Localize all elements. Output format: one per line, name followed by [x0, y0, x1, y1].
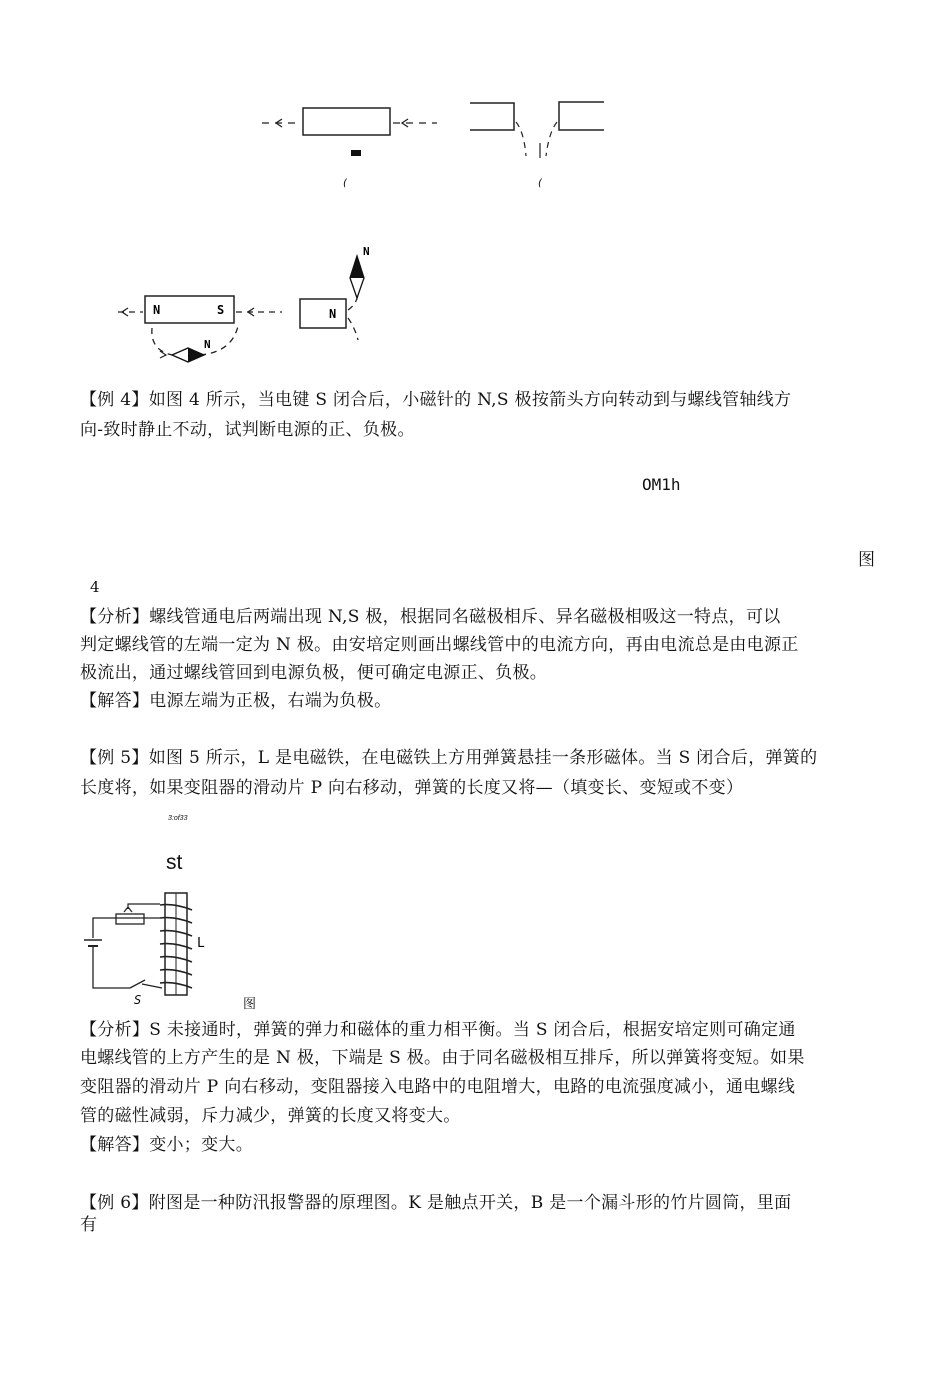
- wire-bottom: [93, 946, 162, 988]
- example4-question-line1: 【例 4】如图 4 所示，当电键 S 闭合后，小磁针的 N,S 极按箭头方向转动到与螺线管轴线方: [80, 390, 792, 410]
- example5-answer: 【解答】变小；变大。: [80, 1135, 253, 1155]
- stray-label: OM1h: [642, 475, 681, 494]
- example5-analysis-line3: 变阻器的滑动片 P 向右移动，变阻器接入电路中的电阻增大，电路的电流强度减小，通电螺线: [80, 1077, 796, 1097]
- figure5-st-label: st: [166, 851, 183, 874]
- figure4-number: 4: [90, 578, 100, 596]
- example5-analysis-line4: 管的磁性减弱，斥力减少，弹簧的长度又将变大。: [80, 1106, 461, 1126]
- label-L: L: [197, 936, 205, 951]
- example4-answer: 【解答】电源左端为正极，右端为负极。: [80, 691, 392, 711]
- wire-top: [93, 918, 160, 938]
- figure5-label: 图: [243, 997, 257, 1012]
- example5-analysis-line1: 【分析】S 未接通时，弹簧的弹力和磁体的重力相平衡。当 S 闭合后，根据安培定则可确定通: [80, 1020, 796, 1040]
- rheostat-slider: [124, 904, 160, 912]
- magnet-n-label: N: [153, 303, 161, 317]
- example5-analysis-line2: 电螺线管的上方产生的是 N 极，下端是 S 极。由于同名磁极相互排斥，所以弹簧将变短。如果: [80, 1048, 805, 1068]
- paren-left: (: [342, 178, 349, 189]
- needle-top-n-label: N: [363, 245, 370, 258]
- magnet-s-label: S: [217, 303, 225, 317]
- needle-bottom-n-label: N: [204, 338, 211, 351]
- example4-analysis-line3: 极流出，通过螺线管回到电源负极，便可确定电源正、负极。: [80, 663, 548, 683]
- example6-question-line1: 【例 6】附图是一种防汛报警器的原理图。K 是触点开关，B 是一个漏斗形的竹片圆筒，里面: [80, 1193, 792, 1213]
- example6-question-line2: 有: [80, 1215, 98, 1235]
- right-magnet-n-label: N: [329, 307, 337, 321]
- rheostat: [116, 914, 144, 924]
- figure4-label: 图: [858, 550, 875, 570]
- example4-analysis-line2: 判定螺线管的左端一定为 N 极。由安培定则画出螺线管中的电流方向，再由电流总是由电源正: [80, 635, 799, 655]
- label-S: S: [134, 993, 142, 1007]
- example5-question-line1: 【例 5】如图 5 所示，L 是电磁铁，在电磁铁上方用弹簧悬挂一条形磁体。当 S 闭合后，弹簧的: [80, 748, 818, 768]
- example5-question-line2: 长度将，如果变阻器的滑动片 P 向右移动，弹簧的长度又将—（填变长、变短或不变）: [80, 778, 744, 798]
- example4-question-line2: 向-致时静止不动，试判断电源的正、负极。: [80, 420, 415, 440]
- example4-analysis-line1: 【分析】螺线管通电后两端出现 N,S 极，根据同名磁极相斥、异名磁极相吸这一特点，可以: [80, 607, 781, 627]
- paren-right: (: [537, 178, 544, 189]
- figure5-small-text: 3:of33: [168, 815, 188, 822]
